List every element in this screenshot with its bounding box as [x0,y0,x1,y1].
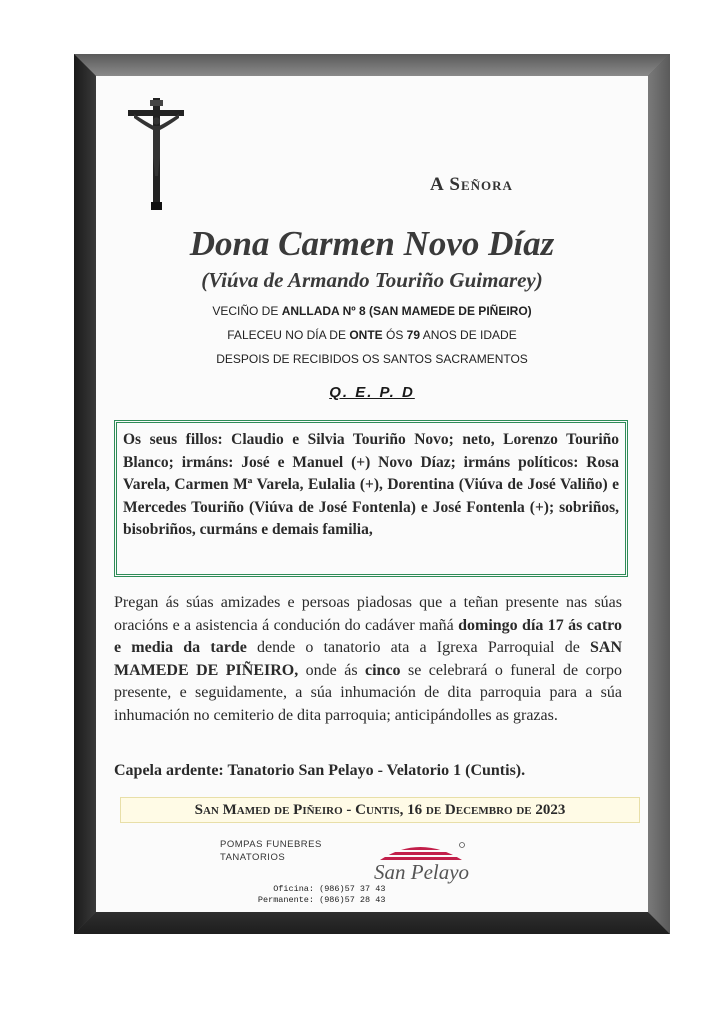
phone-permanent: Permanente: (986)57 28 43 [257,895,386,905]
crucifix-icon [128,98,184,210]
phone-list [250,884,385,906]
funeral-home-label: POMPAS FUNEBRES TANATORIOS [220,839,322,863]
brand-logo: San Pelayo [374,860,470,884]
family-box [114,420,628,577]
deceased-name: Dona Carmen Novo Díaz [189,224,555,263]
widow-of: (Viúva de Armando Touriño Guimarey) [201,268,543,292]
family-text: Os seus fillos: Claudio e Silvia Touriño Novo; neto, Lorenzo Touriño Blanco; irmáns: José e Manuel (+) Novo Díaz; irmáns políticos: Rosa Varela, Carmen Mª Varela, Eulalia (+), Dorentina (Viúva de José Valiño) e Mercedes Touriño (Viúva de José Fontenla) e José Fontenla (+); sobriños, bisobriños, curmáns e demais familia, [123,431,619,539]
qepd: Q. E. P. D [329,384,415,401]
death-line: FALECEU NO DÍA DE ONTE ÓS 79 ANOS DE IDADE [227,328,517,342]
sacraments-line: DESPOIS DE RECIBIDOS OS SANTOS SACRAMENTOS [216,352,528,366]
residence-line: VECIÑO DE ANLLADA Nº 8 (SAN MAMEDE DE PIÑEIRO) [212,304,532,318]
dateline: San Mamed de Piñeiro - Cuntis, 16 de Decembro de 2023 [120,797,640,823]
title-prefix: A Señora [430,174,513,195]
invitation-text: Pregan ás súas amizades e persoas piadosas que a teñan presente nas súas oracións e a asistencia á condución do cadáver mañá domingo día 17 ás catro e media da tarde dende o tanatorio ata a Igrexa Parroquial de SAN MAMEDE DE PIÑEIRO, onde ás cinco se celebrará o funeral de corpo presente, e seguidamente, a súa inhumación de dita parroquia para a súa inhumación no cemiterio de dita parroquia; anticipándolles as grazas. [114,594,622,724]
capela-ardente: Capela ardente: Tanatorio San Pelayo - Velatorio 1 (Cuntis). [114,762,526,779]
phone-office: Oficina: (986)57 37 43 [273,884,386,894]
